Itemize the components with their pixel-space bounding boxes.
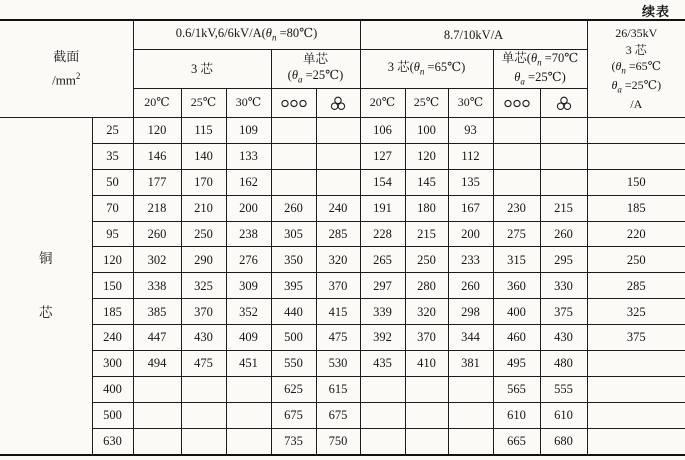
ampacity-value-cell: 555	[540, 376, 587, 402]
ampacity-value-cell: 297	[360, 273, 405, 299]
ampacity-value-cell: 133	[226, 143, 271, 169]
ampacity-value-cell: 250	[181, 221, 226, 247]
ampacity-value-cell: 218	[133, 195, 181, 221]
ampacity-value-cell: 135	[448, 169, 493, 195]
ampacity-value-cell	[181, 428, 226, 455]
ampacity-value-cell	[360, 376, 405, 402]
ampacity-value-cell: 115	[181, 117, 226, 143]
ampacity-value-cell: 260	[271, 195, 316, 221]
ampacity-value-cell: 112	[448, 143, 493, 169]
cross-section-size-cell: 185	[92, 299, 133, 325]
ampacity-value-cell	[587, 428, 685, 455]
ampacity-value-cell: 415	[316, 299, 360, 325]
ampacity-value-cell: 285	[587, 273, 685, 299]
table-row	[0, 117, 685, 143]
cross-section-size-cell: 25	[92, 117, 133, 143]
three-circles-trefoil-icon	[330, 96, 346, 111]
ampacity-value-cell	[181, 376, 226, 402]
ampacity-value-cell: 338	[133, 273, 181, 299]
group2-trefoil-arrangement-cell	[540, 88, 587, 117]
ampacity-value-cell	[226, 376, 271, 402]
ampacity-value-cell: 325	[181, 273, 226, 299]
ampacity-value-cell: 680	[540, 428, 587, 455]
ampacity-value-cell: 395	[271, 273, 316, 299]
ampacity-value-cell: 530	[316, 351, 360, 377]
ampacity-value-cell: 233	[448, 247, 493, 273]
ampacity-value-cell: 150	[587, 169, 685, 195]
ampacity-value-cell: 375	[587, 325, 685, 351]
ampacity-value-cell: 309	[226, 273, 271, 299]
three-circles-flat-icon	[279, 98, 309, 109]
ampacity-value-cell: 250	[587, 247, 685, 273]
core-label-char: 铜	[39, 251, 53, 267]
table-row	[0, 376, 685, 402]
ampacity-value-cell: 430	[540, 325, 587, 351]
group2-temp-20: 20℃	[360, 88, 405, 117]
group1-temp-30: 30℃	[226, 88, 271, 117]
ampacity-value-cell	[133, 376, 181, 402]
ampacity-value-cell: 565	[493, 376, 540, 402]
group1-three-core-header: 3 芯	[133, 49, 271, 88]
ampacity-value-cell: 675	[271, 402, 316, 428]
cross-section-size-cell: 50	[92, 169, 133, 195]
ampacity-value-cell: 410	[405, 351, 448, 377]
ampacity-value-cell: 447	[133, 325, 181, 351]
three-circles-flat-icon	[502, 98, 532, 109]
ampacity-value-cell: 320	[316, 247, 360, 273]
ampacity-value-cell	[271, 169, 316, 195]
group2-header: 8.7/10kV/A	[360, 20, 587, 49]
ampacity-value-cell	[587, 402, 685, 428]
cross-section-size-cell: 70	[92, 195, 133, 221]
ampacity-value-cell: 330	[540, 273, 587, 299]
ampacity-value-cell: 675	[316, 402, 360, 428]
ampacity-value-cell: 240	[316, 195, 360, 221]
ampacity-value-cell	[360, 428, 405, 455]
table-row	[0, 169, 685, 195]
three-circles-trefoil-icon	[556, 96, 572, 111]
ampacity-value-cell: 494	[133, 351, 181, 377]
ampacity-value-cell	[493, 169, 540, 195]
ampacity-value-cell: 370	[405, 325, 448, 351]
ampacity-value-cell	[271, 117, 316, 143]
ampacity-value-cell	[493, 143, 540, 169]
ampacity-value-cell: 260	[540, 221, 587, 247]
group2-temp-30: 30℃	[448, 88, 493, 117]
ampacity-value-cell: 295	[540, 247, 587, 273]
ampacity-value-cell	[226, 428, 271, 455]
ampacity-value-cell	[540, 169, 587, 195]
ampacity-value-cell: 451	[226, 351, 271, 377]
ampacity-value-cell: 339	[360, 299, 405, 325]
ampacity-value-cell: 665	[493, 428, 540, 455]
ampacity-value-cell	[316, 143, 360, 169]
cross-section-size-cell: 150	[92, 273, 133, 299]
ampacity-value-cell: 260	[448, 273, 493, 299]
cross-section-size-cell: 400	[92, 376, 133, 402]
ampacity-value-cell: 215	[540, 195, 587, 221]
ampacity-value-cell: 215	[405, 221, 448, 247]
ampacity-value-cell	[540, 143, 587, 169]
ampacity-value-cell	[448, 376, 493, 402]
ampacity-value-cell: 610	[540, 402, 587, 428]
header-row-groups	[0, 20, 685, 49]
ampacity-value-cell	[271, 143, 316, 169]
ampacity-value-cell: 625	[271, 376, 316, 402]
ampacity-value-cell: 320	[405, 299, 448, 325]
ampacity-value-cell: 200	[448, 221, 493, 247]
ampacity-value-cell	[133, 402, 181, 428]
ampacity-value-cell: 120	[133, 117, 181, 143]
ampacity-value-cell	[448, 428, 493, 455]
table-row	[0, 195, 685, 221]
group2-three-core-header: 3 芯($\theta_n$ =65℃)	[360, 49, 493, 88]
ampacity-value-cell	[181, 402, 226, 428]
ampacity-value-cell: 610	[493, 402, 540, 428]
ampacity-value-cell: 400	[493, 299, 540, 325]
ampacity-value-cell: 370	[181, 299, 226, 325]
ampacity-value-cell: 435	[360, 351, 405, 377]
ampacity-value-cell: 210	[181, 195, 226, 221]
ampacity-value-cell: 127	[360, 143, 405, 169]
ampacity-value-cell: 228	[360, 221, 405, 247]
table-row	[0, 247, 685, 273]
cross-section-size-cell: 630	[92, 428, 133, 455]
table-row	[0, 143, 685, 169]
ampacity-value-cell: 430	[181, 325, 226, 351]
ampacity-value-cell: 360	[493, 273, 540, 299]
table-row	[0, 273, 685, 299]
ampacity-value-cell: 145	[405, 169, 448, 195]
ampacity-value-cell: 315	[493, 247, 540, 273]
ampacity-value-cell: 381	[448, 351, 493, 377]
ampacity-value-cell: 106	[360, 117, 405, 143]
ampacity-value-cell: 238	[226, 221, 271, 247]
ampacity-value-cell: 440	[271, 299, 316, 325]
group2-single-core-header: 单芯($\theta_n$ =70℃ $\theta_a$ =25℃)	[493, 49, 587, 88]
ampacity-value-cell	[360, 402, 405, 428]
ampacity-value-cell: 280	[405, 273, 448, 299]
ampacity-value-cell: 352	[226, 299, 271, 325]
table-row	[0, 325, 685, 351]
ampacity-value-cell	[133, 428, 181, 455]
ampacity-value-cell	[405, 428, 448, 455]
table-row	[0, 351, 685, 377]
ampacity-value-cell: 265	[360, 247, 405, 273]
group2-temp-25: 25℃	[405, 88, 448, 117]
group2-flat-arrangement-cell	[493, 88, 540, 117]
group1-temp-25: 25℃	[181, 88, 226, 117]
ampacity-value-cell: 305	[271, 221, 316, 247]
group1-header: $0.6/1kV,6/6kV/A(\theta_n$ =80℃)	[133, 20, 360, 49]
ampacity-value-cell: 170	[181, 169, 226, 195]
ampacity-value-cell: 230	[493, 195, 540, 221]
ampacity-value-cell: 375	[540, 299, 587, 325]
ampacity-value-cell: 120	[405, 143, 448, 169]
ampacity-value-cell: 409	[226, 325, 271, 351]
ampacity-value-cell: 146	[133, 143, 181, 169]
ampacity-value-cell	[316, 169, 360, 195]
ampacity-value-cell: 162	[226, 169, 271, 195]
ampacity-value-cell: 167	[448, 195, 493, 221]
ampacity-value-cell: 370	[316, 273, 360, 299]
ampacity-value-cell: 325	[587, 299, 685, 325]
group3-header: 26/35kV 3 芯 ($\theta_n$ =65℃ $\theta_a$ =25℃) /A	[587, 20, 685, 117]
ampacity-value-cell: 385	[133, 299, 181, 325]
core-type-label	[0, 117, 92, 455]
ampacity-value-cell	[587, 117, 685, 143]
table-row	[0, 402, 685, 428]
ampacity-value-cell	[587, 351, 685, 377]
ampacity-value-cell: 177	[133, 169, 181, 195]
ampacity-value-cell: 260	[133, 221, 181, 247]
cross-section-size-cell: 240	[92, 325, 133, 351]
section-header: 截面 $/mm^2$	[0, 20, 133, 117]
cross-section-size-cell: 120	[92, 247, 133, 273]
ampacity-value-cell	[448, 402, 493, 428]
group1-trefoil-arrangement-cell	[316, 88, 360, 117]
ampacity-value-cell: 615	[316, 376, 360, 402]
ampacity-value-cell: 200	[226, 195, 271, 221]
cross-section-size-cell: 35	[92, 143, 133, 169]
ampacity-value-cell: 220	[587, 221, 685, 247]
ampacity-value-cell	[405, 376, 448, 402]
ampacity-table	[0, 19, 685, 456]
ampacity-value-cell	[316, 117, 360, 143]
ampacity-value-cell	[493, 117, 540, 143]
ampacity-value-cell: 180	[405, 195, 448, 221]
ampacity-value-cell: 550	[271, 351, 316, 377]
ampacity-value-cell	[226, 402, 271, 428]
ampacity-value-cell	[587, 376, 685, 402]
group1-temp-20: 20℃	[133, 88, 181, 117]
ampacity-value-cell	[405, 402, 448, 428]
core-label-char: 芯	[39, 304, 53, 320]
ampacity-value-cell: 475	[181, 351, 226, 377]
ampacity-value-cell: 735	[271, 428, 316, 455]
ampacity-value-cell: 185	[587, 195, 685, 221]
ampacity-value-cell: 302	[133, 247, 181, 273]
group1-flat-arrangement-cell	[271, 88, 316, 117]
table-body	[0, 117, 685, 455]
cross-section-size-cell: 500	[92, 402, 133, 428]
ampacity-value-cell	[540, 117, 587, 143]
ampacity-value-cell: 140	[181, 143, 226, 169]
table-row	[0, 299, 685, 325]
ampacity-value-cell: 191	[360, 195, 405, 221]
ampacity-value-cell: 109	[226, 117, 271, 143]
ampacity-value-cell: 475	[316, 325, 360, 351]
ampacity-value-cell: 93	[448, 117, 493, 143]
ampacity-value-cell	[587, 143, 685, 169]
ampacity-value-cell: 500	[271, 325, 316, 351]
ampacity-value-cell: 100	[405, 117, 448, 143]
ampacity-value-cell: 392	[360, 325, 405, 351]
table-row	[0, 428, 685, 455]
ampacity-value-cell: 290	[181, 247, 226, 273]
ampacity-value-cell: 298	[448, 299, 493, 325]
ampacity-value-cell: 495	[493, 351, 540, 377]
ampacity-value-cell: 460	[493, 325, 540, 351]
ampacity-value-cell: 350	[271, 247, 316, 273]
cross-section-size-cell: 300	[92, 351, 133, 377]
ampacity-value-cell: 250	[405, 247, 448, 273]
cross-section-size-cell: 95	[92, 221, 133, 247]
ampacity-value-cell: 344	[448, 325, 493, 351]
ampacity-value-cell: 275	[493, 221, 540, 247]
ampacity-value-cell: 480	[540, 351, 587, 377]
table-row	[0, 221, 685, 247]
ampacity-value-cell: 750	[316, 428, 360, 455]
ampacity-value-cell: 276	[226, 247, 271, 273]
continued-table-label: 续表	[641, 5, 670, 20]
ampacity-value-cell: 285	[316, 221, 360, 247]
group1-single-core-header: 单芯 ($\theta_a$ =25℃)	[271, 49, 360, 88]
ampacity-value-cell: 154	[360, 169, 405, 195]
